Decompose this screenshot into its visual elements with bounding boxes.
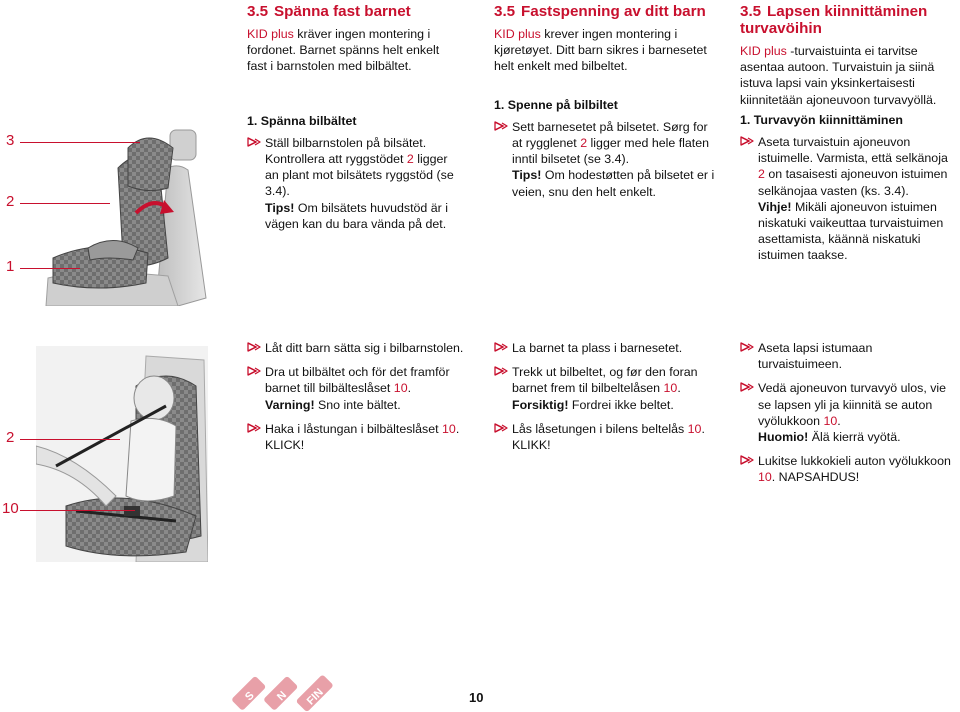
label-2: 2 [6,193,15,210]
lang-fin: FIN [304,686,326,708]
section-heading: 3.5 Spänna fast barnet [247,3,411,20]
subheading: 1. Turvavyön kiinnittäminen [740,112,903,127]
column-norwegian [494,3,716,200]
arrow-icon [247,365,261,377]
step: La barnet ta plass i barnesetet. [494,340,716,356]
column-finnish [740,3,958,264]
subheading: 1. Spenne på bilbiltet [494,97,618,112]
arrow-icon [494,341,508,353]
subheading: 1. Spänna bilbältet [247,113,357,128]
label-3: 3 [6,132,15,149]
arrow-icon [740,381,754,393]
illustration-child-with-belt [36,346,208,562]
section-heading: 3.5 Lapsen kiinnittäminen turvavöihin [740,3,928,37]
illustration-seat-on-vehicle-seat [28,108,208,306]
leader-3 [20,142,140,143]
label-10: 10 [2,500,19,517]
step: Haka i låstungan i bilbälteslåset 10. KLICK! [247,421,472,453]
label-1: 1 [6,258,15,275]
arrow-icon [247,422,261,434]
intro: KID plus krever ingen montering i kjøretøyet. Ditt barn sikres i barnesetet helt enkelt med bilbeltet. [494,27,707,74]
step: Lås låsetungen i bilens beltelås 10. KLIKK! [494,421,716,453]
arrow-icon [247,136,261,148]
step: Ställ bilbarnstolen på bilsätet. Kontrollera att ryggstödet 2 ligger an plant mot bilsätets ryggstöd (se 3.4). Tips! Om bilsätets huvudstöd är i vägen kan du bara vända på det. [247,135,462,232]
lang-s: S [243,689,257,704]
arrow-icon [740,341,754,353]
leader-1 [20,268,80,269]
label-2: 2 [6,429,15,446]
step: Trekk ut bilbeltet, og før den foran barnet frem til bilbeltelåsen 10. Forsiktig! Fordrei ikke beltet. [494,364,716,413]
column-swedish-steps [247,340,472,453]
leader-10 [20,510,135,511]
step: Aseta lapsi istumaan turvaistuimeen. [740,340,958,372]
intro: KID plus kräver ingen montering i fordonet. Barnet spänns helt enkelt fast i barnstolen med bilbältet. [247,27,440,74]
step: Låt ditt barn sätta sig i bilbarnstolen. [247,340,472,356]
arrow-icon [494,365,508,377]
leader-2 [20,439,120,440]
step: Aseta turvaistuin ajoneuvon istuimelle. Varmista, että selkänoja 2 on tasaisesti ajoneuvon istuimen selkänojaa vasten (ks. 3.4). Vihje! Mikäli ajoneuvon istuimen niskatuki vaikeuttaa turvaistuimen asettamista, käännä niskatuki istuimen taakse. [740,134,958,264]
arrow-icon [494,120,508,132]
arrow-icon [740,135,754,147]
page-number: 10 [469,690,484,705]
language-tabs [230,668,340,712]
column-norwegian-steps [494,340,716,453]
section-heading: 3.5 Fastspenning av ditt barn [494,3,706,20]
step: Sett barnesetet på bilsetet. Sørg for at rygglenet 2 ligger med hele flaten inntil bilsetet (se 3.4). Tips! Om hodestøtten på bilsetet er i veien, snu den helt enkelt. [494,119,716,200]
column-finnish-steps [740,340,958,486]
intro: KID plus -turvaistuinta ei tarvitse asentaa autoon. Turvaistuin ja siinä istuva lapsi vain yksinkertaisesti kiinnitetään ajoneuvoon turvavyöllä. [740,44,937,107]
step: Lukitse lukkokieli auton vyölukkoon 10. NAPSAHDUS! [740,453,958,485]
arrow-icon [494,422,508,434]
leader-2 [20,203,110,204]
lang-n: N [275,689,290,704]
column-swedish [247,3,462,232]
step: Dra ut bilbältet och för det framför barnet till bilbälteslåset 10. Varning! Sno inte bältet. [247,364,472,413]
arrow-icon [247,341,261,353]
step: Vedä ajoneuvon turvavyö ulos, vie se lapsen yli ja kiinnitä se auton vyölukkoon 10. Huomio! Älä kierrä vyötä. [740,380,958,445]
arrow-icon [740,454,754,466]
